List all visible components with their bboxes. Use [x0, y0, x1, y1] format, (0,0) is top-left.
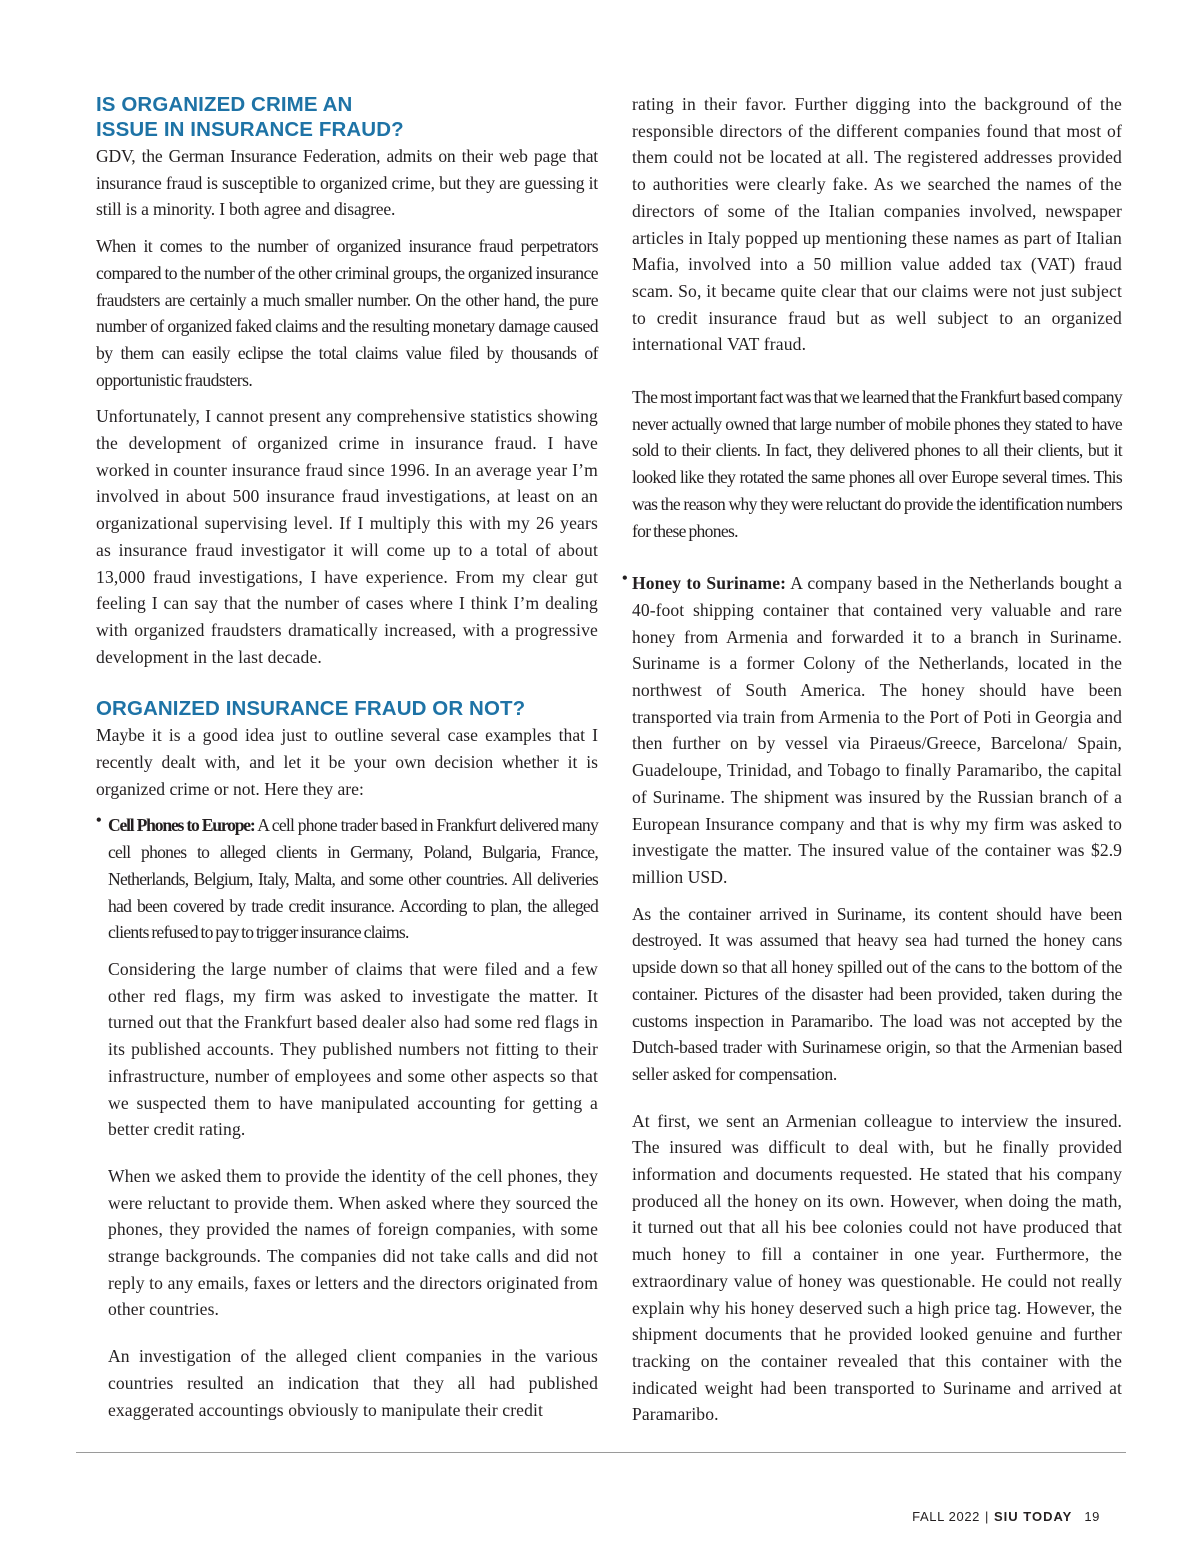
case-text: A company based in the Netherlands bought a 40-foot shipping container that contained very valuable and rare honey from Armenia and forwarded it to a branch in Suriname. Suriname is a former Colony of the Netherlands, located in the northwest of South America. The honey should have been transported via train from Armenia to the Port of Poti in Georgia and then further on by vessel via Piraeus/Greece, Barcelona/ Spain, Guadeloupe, Trinidad, and Tobago to finally Paramaribo, the capital of Suriname. The shipment was insured by the Russian branch of a European Insurance company and that is why my firm was asked to investigate the matter. The insured value of the container was $2.9 million USD. [632, 573, 1122, 887]
right-column [622, 91, 1122, 1428]
case-title: Cell Phones to Europe: [108, 815, 255, 836]
bullet-icon: • [96, 812, 102, 830]
magazine-name: SIU TODAY [993, 1509, 1073, 1524]
paragraph: As the container arrived in Suriname, its content should have been destroyed. It was assumed that heavy sea had turned the honey cans upside down so that all honey spilled out of the cans to the bottom of the container. Pictures of the disaster had been provided, taken during the customs inspection in Paramaribo. The load was not accepted by the Dutch-based trader with Surinamese origin, so that the Armenian based seller asked for compensation. [632, 903, 1122, 1084]
paragraph: At first, we sent an Armenian colleague to interview the insured. The insured was difficult to deal with, but he finally provided information and documents requested. He stated that his company produced all the honey on its own. However, when doing the math, it turned out that all his bee colonies could not have produced that much honey to fill a container in one year. Furthermore, the extraordinary value of honey was questionable. He could not really explain why his honey deserved such a high price tag. However, the shipment documents that he provided looked genuine and further tracking on the container revealed that this container with the indicated weight had been transported to Suriname and arrived at Paramaribo. [632, 1110, 1122, 1425]
paragraph: GDV, the German Insurance Federation, admits on their web page that insurance fraud is susceptible to organized crime, but they are guessing it still is a minority. I both agree and disagree. [96, 146, 598, 220]
paragraph: Considering the large number of claims that were filed and a few other red flags, my firm was asked to investigate the matter. It turned out that the Frankfurt based dealer also had some red flags in its published accounts. They published numbers not fitting to their infrastructure, number of employees and some other aspects so that we suspected them to have manipulated accounting for getting a better credit rating. [108, 958, 598, 1140]
paragraph: The most important fact was that we learned that the Frankfurt based company never actually owned that large number of mobile phones they stated to have sold to their clients. In fact, they delivered phones to all their clients, but it looked like they rotated the same phones all over Europe several times. This was the reason why they were reluctant do provide the identification numbers for these phones. [632, 387, 1122, 541]
heading-line: IS ORGANIZED CRIME AN [96, 93, 353, 116]
case-paragraph [108, 812, 598, 946]
case-text: A cell phone trader based in Frankfurt delivered many cell phones to alleged clients in Germany, Poland, Bulgaria, France, Netherlands, Belgium, Italy, Malta, and some other countries. All deliveries had been covered by trade credit insurance. According to plan, the alleged clients refused to pay to trigger insurance claims. [108, 815, 598, 943]
paragraph: When it comes to the number of organized insurance fraud perpetrators compared to the number of the other criminal groups, the organized insurance fraudsters are certainly a much smaller number. On the other hand, the pure number of organized faked claims and the resulting monetary damage caused by them can easily eclipse the total claims value filed by thousands of opportunistic fraudsters. [96, 236, 598, 390]
paragraph: Maybe it is a good idea just to outline several case examples that I recently dealt with, and let it be your own decision whether it is organized crime or not. Here they are: [96, 725, 598, 799]
issue-label: FALL 2022 [912, 1509, 980, 1524]
footer-separator: | [984, 1509, 989, 1524]
heading-line: ISSUE IN INSURANCE FRAUD? [96, 118, 404, 141]
footer-divider [76, 1452, 1126, 1453]
case-honey [622, 570, 1122, 890]
page-footer [912, 1509, 1100, 1524]
paragraph: When we asked them to provide the identity of the cell phones, they were reluctant to provide them. When asked where they sourced the phones, they provided the names of foreign companies, with some strange backgrounds. The companies did not take calls and did not reply to any emails, faxes or letters and the directors originated from other countries. [108, 1165, 598, 1320]
page-number: 19 [1084, 1509, 1100, 1524]
paragraph: rating in their favor. Further digging into the background of the responsible directors of the different companies found that most of them could not be located at all. The registered addresses provided to authorities were clearly fake. As we searched the names of the directors of some of the Italian companies involved, newspaper articles in Italy popped up mentioning these names as part of Italian Mafia, involved into a 50 million value added tax (VAT) fraud scam. So, it became quite clear that our claims were not just subject to credit insurance fraud but as well subject to an organized international VAT fraud. [632, 94, 1122, 355]
paragraph: An investigation of the alleged client companies in the various countries resulted an indication that they all had published exaggerated accountings obviously to manipulate their credit [108, 1346, 598, 1420]
case-paragraph [632, 570, 1122, 890]
paragraph: Unfortunately, I cannot present any comprehensive statistics showing the development of organized crime in insurance fraud. I have worked in counter insurance fraud since 1996. In an average year I’m involved in about 500 insurance fraud investigations, at least on an organizational supervising level. If I multiply this with my 26 years as insurance fraud investigator it will come up to a total of about 13,000 fraud investigations, I have experience. From my clear gut feeling I can say that the number of cases where I think I’m dealing with organized fraudsters dramatically increased, with a progressive development in the last decade. [96, 406, 598, 667]
bullet-icon: • [622, 570, 628, 588]
section-heading-organized-fraud: ORGANIZED INSURANCE FRAUD OR NOT? [96, 697, 526, 721]
left-column [96, 92, 598, 1423]
case-cell-phones [96, 812, 598, 946]
case-title: Honey to Suriname: [632, 573, 786, 594]
section-heading-organized-crime [96, 92, 598, 142]
